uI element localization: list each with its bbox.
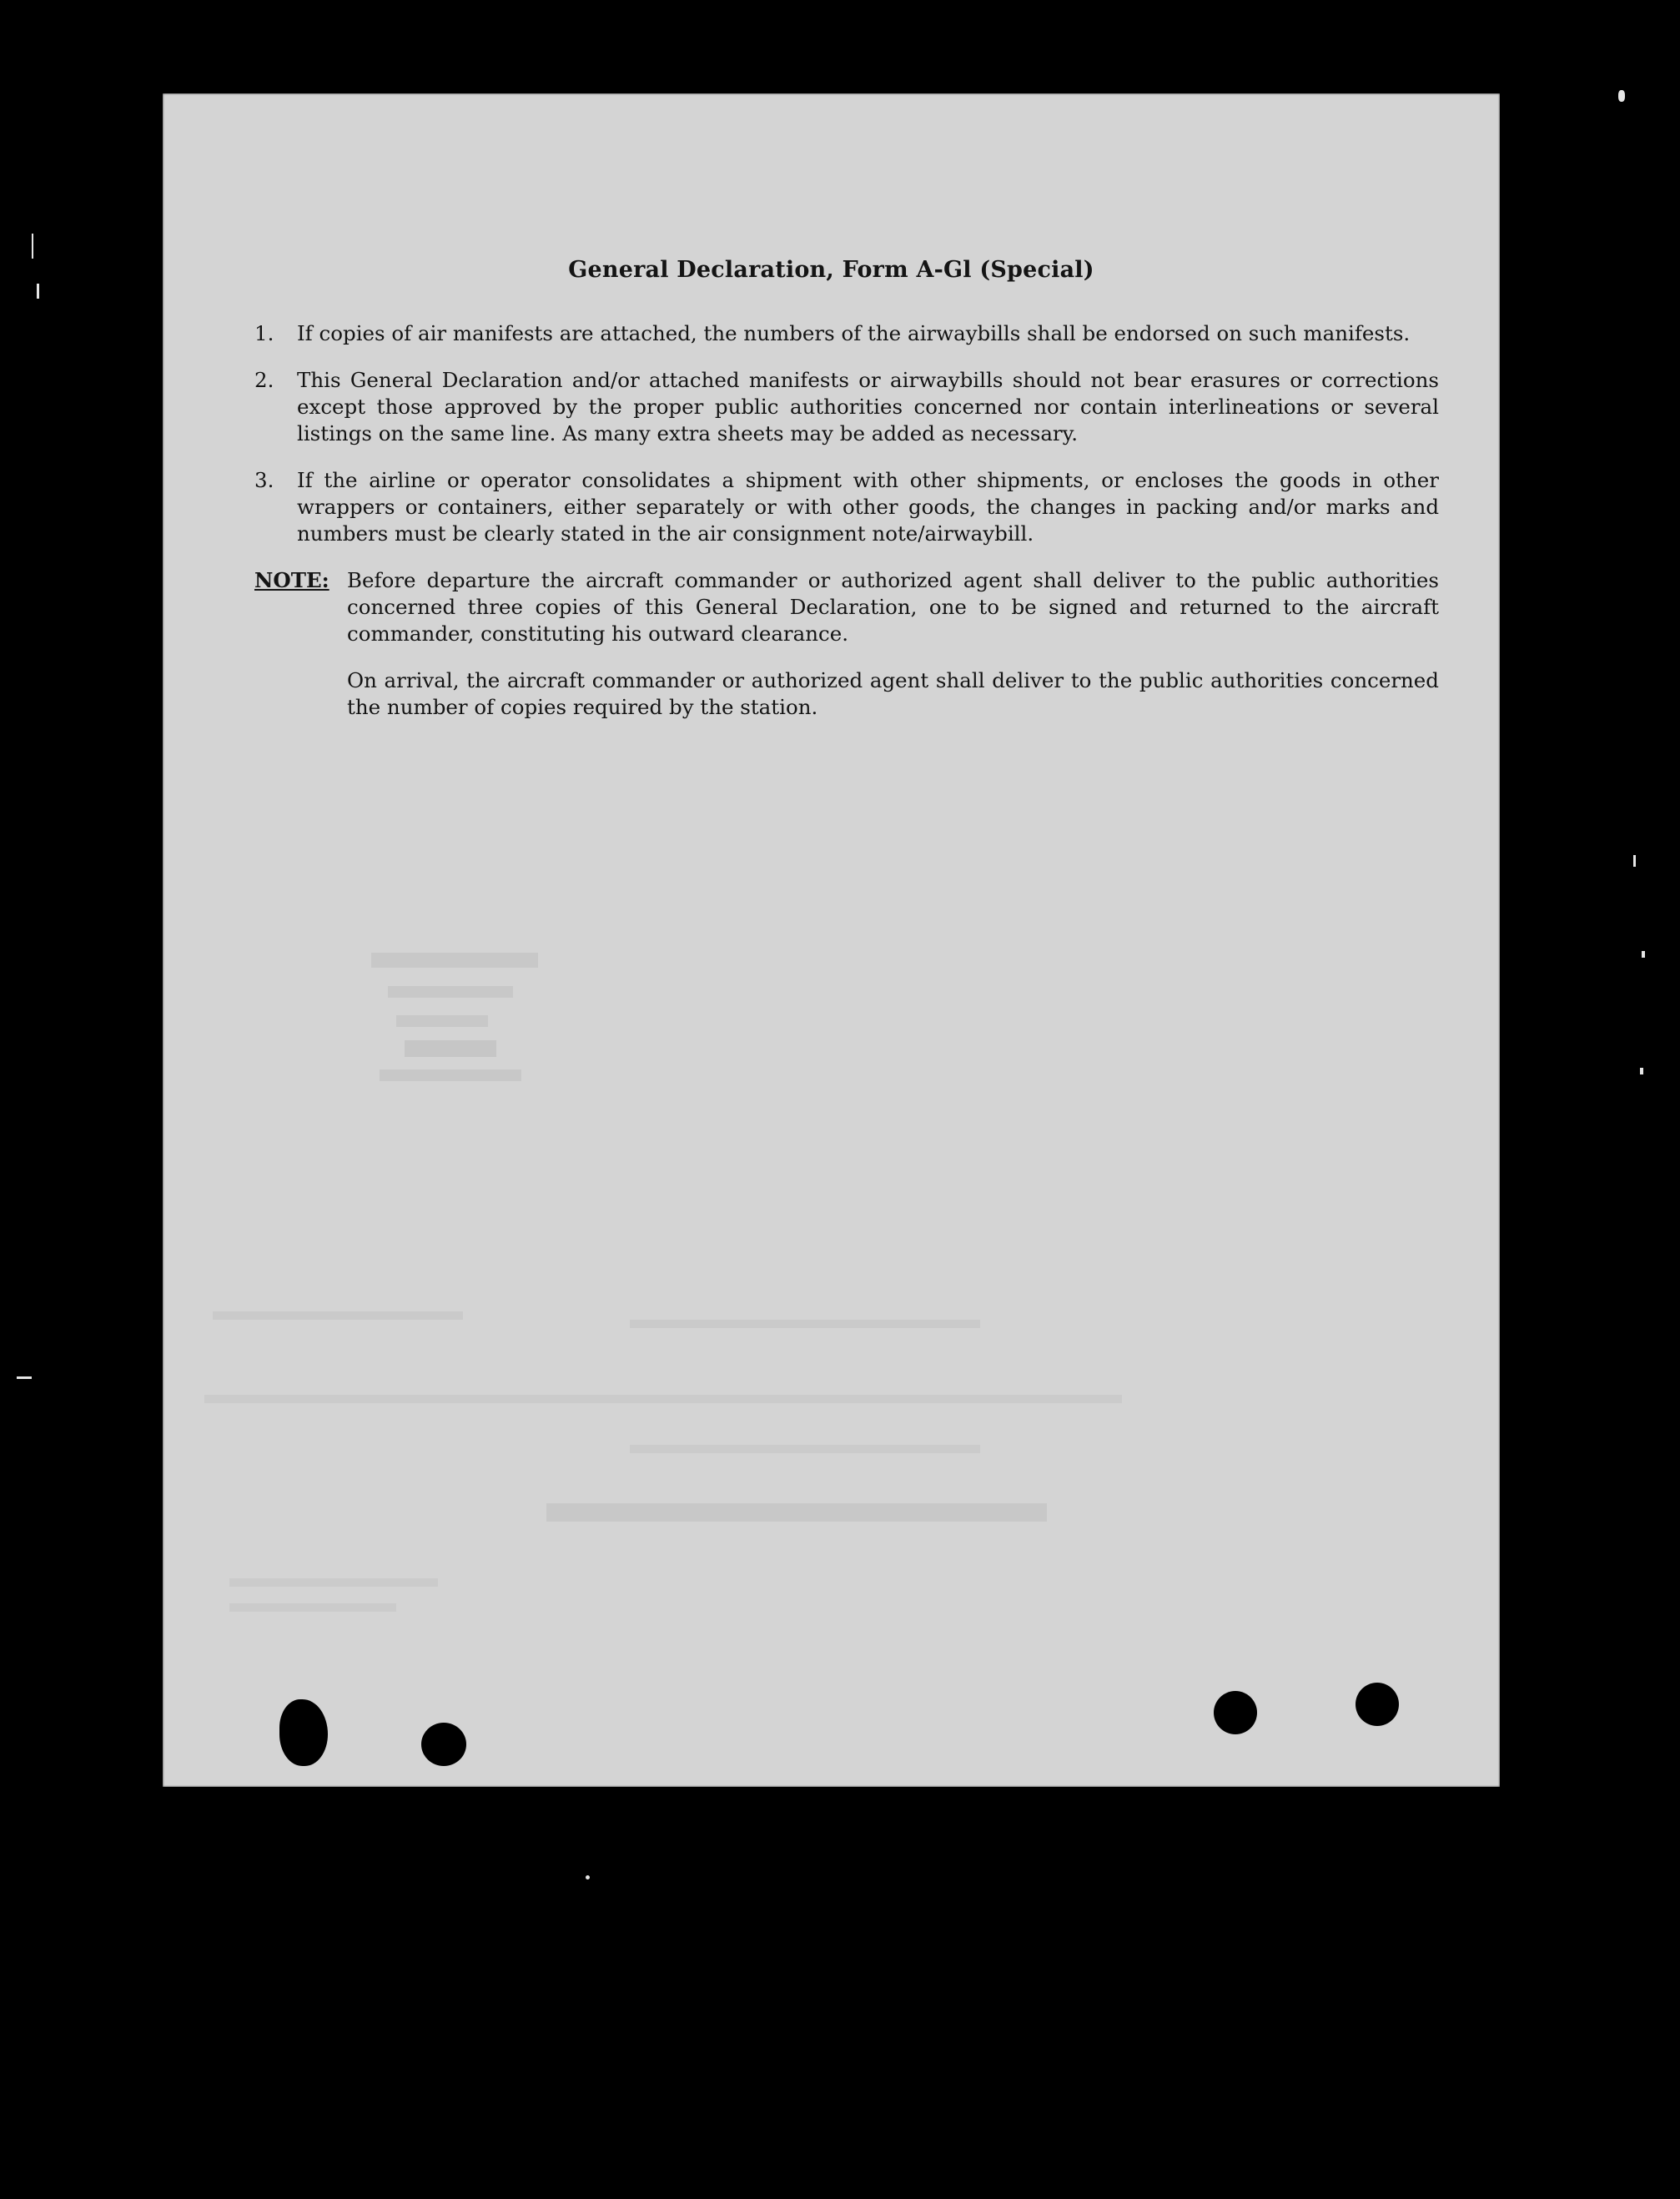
punch-hole: [421, 1723, 466, 1766]
list-item-text: If copies of air manifests are attached, the numbers of the airwaybills shall be endorsed on such manifests.: [297, 321, 1411, 345]
list-item-number: 2.: [254, 368, 274, 392]
list-item-number: 3.: [254, 468, 274, 492]
punch-hole: [279, 1699, 328, 1766]
bleed-through-lines: [196, 1303, 1447, 1653]
note-paragraph: Before departure the aircraft commander or authorized agent shall deliver to the public authorities concerned three copies of this General Declaration, one to be signed and returned to the aircraft commander, constituting his outward clearance.: [347, 568, 1439, 646]
bleed-through-stamp: [363, 936, 546, 1094]
scan-speck: [37, 284, 39, 299]
scan-speck: [1640, 1068, 1643, 1074]
note-body: [347, 567, 1439, 741]
bleed-through-stamp-shape: [363, 936, 546, 1094]
bleed-through-lines-shape: [196, 1303, 1447, 1653]
list-item-text: If the airline or operator consolidates a shipment with other shipments, or encloses the goods in other wrappers or containers, either separately or with other goods, the changes in packing and/or marks and numbers must be clearly stated in the air consignment note/airwaybill.: [297, 468, 1439, 546]
list-item: [254, 320, 1439, 347]
note-label: NOTE:: [254, 568, 329, 592]
scan-speck: [1642, 951, 1645, 958]
list-item: [254, 467, 1439, 547]
document-title: General Declaration, Form A-Gl (Special): [568, 257, 1094, 283]
list-item-number: 1.: [254, 321, 274, 345]
punch-hole: [1214, 1691, 1257, 1734]
scan-speck: [586, 1875, 590, 1879]
note-paragraph: On arrival, the aircraft commander or authorized agent shall deliver to the public authorities concerned the number of copies required by the station.: [347, 668, 1439, 719]
scan-speck: [1633, 855, 1636, 867]
instructions-list: [254, 320, 1439, 741]
scan-speck: [32, 234, 33, 259]
scan-speck: [17, 1376, 32, 1379]
punch-hole: [1356, 1683, 1399, 1726]
note-section: [254, 567, 1439, 741]
document-page: [163, 93, 1500, 1787]
list-item-text: This General Declaration and/or attached manifests or airwaybills should not bear erasures or corrections except those approved by the proper public authorities concerned nor contain interlineations or several listings on the same line. As many extra sheets may be added as necessary.: [297, 368, 1439, 445]
scan-speck: [1618, 90, 1625, 102]
list-item: [254, 367, 1439, 447]
